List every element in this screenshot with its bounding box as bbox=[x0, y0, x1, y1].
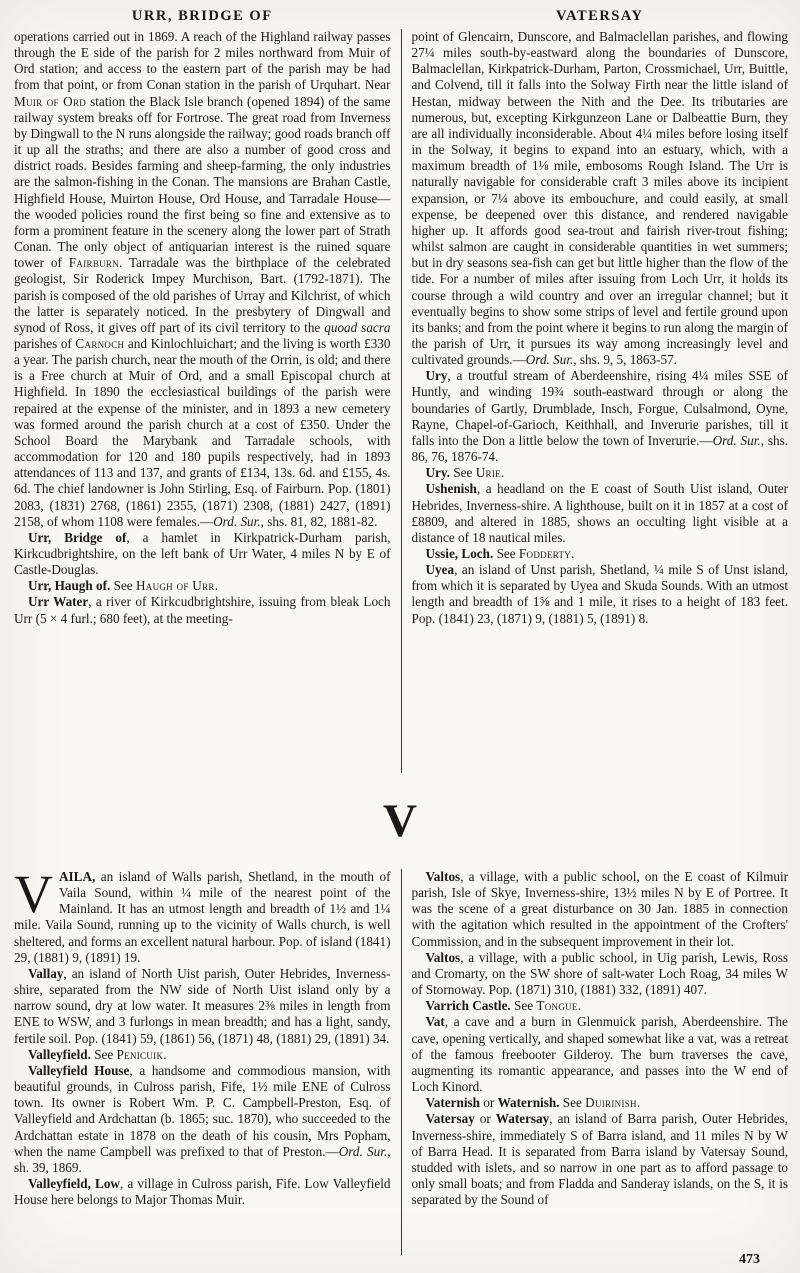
paragraph bbox=[412, 869, 789, 950]
text-segment: Ord. Sur. bbox=[338, 1143, 388, 1159]
text-segment: station the Black Isle branch (opened 1894) of the same railway system breaks off for Fortrose. The great road from Inverness by Dingwall to the N runs alongside the railway; good roads branch off it up all the straths; and there are also a number of good cross and district roads. Besides farming and sheep-farming, the only industries are the salmon-fishing in the Conan. The mansions are Brahan Castle, Highfield House, Muirton House, Ord House, and Tarradale House—the wooded policies round the first being so fine and extensive as to form a prominent feature in the scenery along the lower part of Strath Conan. The only object of antiquarian interest is the ruined square tower of bbox=[14, 93, 391, 271]
text-segment: Fairburn bbox=[68, 255, 120, 271]
column-right-top bbox=[412, 29, 789, 773]
column-left-bottom bbox=[14, 869, 391, 1255]
text-segment: Valleyfield House bbox=[28, 1062, 130, 1078]
running-head-right: VATERSAY bbox=[556, 8, 644, 24]
text-segment: . bbox=[500, 465, 505, 481]
text-segment: See bbox=[450, 465, 476, 481]
paragraph bbox=[412, 481, 789, 546]
paragraph bbox=[412, 1014, 789, 1095]
paragraph bbox=[14, 594, 391, 626]
text-segment: Ushenish bbox=[425, 481, 477, 497]
text-segment: Vatersay bbox=[425, 1111, 475, 1127]
column-right-bottom bbox=[412, 869, 789, 1255]
text-segment: Vat bbox=[425, 1014, 445, 1030]
text-segment: , a hamlet in Kirkpatrick-Durham parish, Kirkcudbrightshire, on the left bank of Urr Water, 4 miles N by E of Castle-Douglas. bbox=[14, 529, 391, 578]
paragraph bbox=[412, 368, 789, 465]
paragraph bbox=[412, 29, 789, 368]
text-segment: point of Glencairn, Dunscore, and Balmaclellan parishes, and flowing 27¼ miles south-by-eastward along the boundaries of Dunscore, Balmaclellan, Kirkpatrick-Durham, Parton, Crossmichael, Urr, Buittle, and Colvend, till it falls into the Solway Firth near the little island of Hestan, midway between the Nith and the Dee. Its tributaries are numerous, but, excepting Kirkgunzeon Lane or Dalbeattie Burn, they are all individually inconsiderable. About 4¼ miles before losing itself in the Solway, it begins to expand into an estuary, which, with a maximum breadth of 1⅛ mile, embosoms Rough Island. The Urr is naturally navigable for considerable craft 3 miles above its incipient expansion, or 7¼ above its embouchure, and could easily, at small expense, be deepened over this distance, and rendered navigable higher up. It affords good sea-trout and fairish river-trout fishing; whilst salmon are caught in considerable quantities in wet summers; but in dry seasons sea-fish can get but little higher than the flow of the tide. For a number of miles after issuing from Loch Urr, it holds its course through a wild country and over an irregular channel; but it eventually begins to show some strips of level and fertile ground upon its banks; and from the point where it begins to run along the margin of the parish of Urr, it pursues its way among increasingly level and cultivated grounds.— bbox=[411, 29, 788, 368]
text-segment: or bbox=[479, 1095, 498, 1111]
text-segment: Ury bbox=[425, 368, 448, 384]
text-segment: Urr, Bridge of bbox=[28, 529, 127, 545]
column-divider-bottom bbox=[401, 869, 402, 1255]
text-segment: Valtos bbox=[425, 949, 461, 965]
text-segment: Tongue bbox=[536, 998, 578, 1014]
paragraph bbox=[412, 1095, 789, 1111]
text-segment: , an island of Barra parish, Outer Hebrides, Inverness-shire, immediately S of Barra island, and 11 miles N by W of Barra Head. It is separated from Barra island by Vatersay Sound, studded with islets, and so narrow in one part as to afford passage to only small boats; and from Fladda and Sanderay islands, on the S, it is separated by the Sound of bbox=[411, 1111, 788, 1208]
paragraph bbox=[14, 578, 391, 594]
text-segment: and Kinlochluichart; and the living is worth £330 a year. The parish church, near the mouth of the Orrin, is old; and there is a Free church at Muir of Ord, and a small Episcopal church at Highfield. In 1890 the ecclesiastical buildings of the parish were repaired at the expense of the minister, and in 1893 a new cemetery was formed around the parish church at a cost of £350. Under the School Board the Marybank and Tarradale schools, with accommodation for 120 and 180 pupils respectively, had in 1893 attendances of 113 and 137, and grants of £134, 13s. 6d. and £155, 4s. 6d. The chief landowner is John Stirling, Esq. of Fairburn. Pop. (1801) 2083, (1831) 2768, (1861) 2355, (1871) 2308, (1881) 2427, (1891) 2158, of whom 1108 were females.— bbox=[14, 335, 391, 529]
text-segment: Ord. Sur. bbox=[712, 432, 761, 448]
text-segment: , shs. 86, 76, 1876-74. bbox=[411, 432, 788, 465]
text-segment: . Tarradale was the birthplace of the celebrated geologist, Sir Roderick Impey Murchison, Bart. (1792-1871). The parish is composed of the old parishes of Urray and Kilchrist, of which the latter is separately noticed. In the presbytery of Dingwall and synod of Ross, it gives off part of its civil territory to the bbox=[14, 255, 391, 335]
text-segment: or bbox=[474, 1111, 496, 1127]
paragraph bbox=[412, 465, 789, 481]
text-segment: , a headland on the E coast of South Uist island, Outer Hebrides, Inverness-shire. A lighthouse, built on it in 1857 at a cost of £8809, and altered in 1885, shows an occulting light visible at a distance of 18 nautical miles. bbox=[411, 481, 788, 545]
text-segment: , an island of North Uist parish, Outer Hebrides, Inverness-shire, separated from the NW side of North Uist island only by a narrow sound, dry at low water. It measures 2⅜ miles in length from ENE to WSW, and 3 furlongs in mean breadth; and has a light, sandy, fertile soil. Pop. (1841) 59, (1861) 56, (1871) 48, (1881) 29, (1891) 34. bbox=[14, 965, 391, 1046]
text-segment: , a village, with a public school, on the E coast of Kilmuir parish, Isle of Skye, Inverness-shire, 13½ miles N by E of Portree. It was the scene of a great disturbance on 30 Jan. 1885 in connection with the agitation which resulted in the appointment of the Crofters' Commission, and in the subsequent improvement in their lot. bbox=[411, 869, 788, 949]
paragraph bbox=[14, 869, 391, 966]
text-segment: Ord. Sur. bbox=[213, 513, 261, 529]
running-head-spacer bbox=[391, 8, 412, 25]
paragraph bbox=[412, 562, 789, 627]
section-u bbox=[0, 29, 800, 773]
text-segment: . bbox=[636, 1095, 641, 1111]
text-segment: , a village, with a public school, in Uig parish, Lewis, Ross and Cromarty, on the SW shore of salt-water Loch Roag, 34 miles W of Stornoway. Pop. (1871) 310, (1881) 332, (1891) 407. bbox=[411, 949, 788, 998]
text-segment: Urr Water bbox=[28, 594, 89, 610]
text-segment: , a cave and a burn in Glenmuick parish, Aberdeenshire. The cave, opening vertically, and shaped somewhat like a vat, was a retreat of the famous freebooter Gilderoy. The burn traverses the cave, augmenting its romantic appearance, and passes into the W end of Loch Kinord. bbox=[411, 1014, 788, 1095]
paragraph bbox=[14, 530, 391, 578]
section-v bbox=[0, 869, 800, 1255]
paragraph bbox=[412, 546, 789, 562]
text-segment: Urr, Haugh of. bbox=[28, 578, 111, 594]
running-head-left: URR, BRIDGE OF bbox=[131, 8, 273, 24]
text-segment: Ord. Sur. bbox=[525, 352, 574, 368]
paragraph bbox=[14, 1047, 391, 1063]
text-segment: Varrich Castle. bbox=[425, 998, 511, 1014]
text-segment: , a troutful stream of Aberdeenshire, rising 4¼ miles SSE of Huntly, and winding 19¾ south-eastward through or along the boundaries of Gartly, Drumblade, Insch, Forgue, Culsalmond, Oyne, Rayne, Chapel-of-Garioch, Keithhall, and Inverurie parishes, till it falls into the Don a little below the town of Inverurie.— bbox=[411, 368, 788, 448]
text-segment: . bbox=[214, 578, 218, 594]
paragraph bbox=[14, 966, 391, 1047]
text-segment: Waternish. bbox=[497, 1095, 560, 1111]
text-segment: Vaternish bbox=[425, 1095, 480, 1111]
text-segment: Carnoch bbox=[75, 335, 125, 351]
text-segment: See bbox=[510, 998, 537, 1014]
text-segment: an island of Walls parish, Shetland, in the mouth of Vaila Sound, within ¼ mile of the nearest point of the Mainland. It has an utmost length and breadth of 1½ and 1¼ mile. Vaila Sound, running up to the vicinity of Walls church, is well sheltered, and forms an excellent natural harbour. Pop. of island (1841) 29, (1881) 9, (1891) 19. bbox=[14, 869, 391, 965]
paragraph bbox=[412, 1111, 789, 1208]
text-segment: , a village in Culross parish, Fife. Low Valleyfield House here belongs to Major Thomas Muir. bbox=[14, 1175, 391, 1208]
text-segment: See bbox=[493, 546, 519, 561]
text-segment: Penicuik bbox=[116, 1046, 164, 1062]
text-segment: parishes of bbox=[14, 335, 76, 351]
text-segment: Ury. bbox=[425, 465, 451, 481]
text-segment: , a handsome and commodious mansion, with beautiful grounds, in Culross parish, Fife, 1½ mile ENE of Culross town. Its owner is Robert Wm. P. C. Campbell-Preston, Esq. of Valleyfield and Ardchattan (b. 1865; suc. 1870), who succeeded to the Ardchattan estate in 1878 on the death of his cousin, Mrs Popham, when the name Campbell was prefixed to that of Preston.— bbox=[14, 1062, 391, 1159]
paragraph bbox=[412, 950, 789, 998]
text-segment: . bbox=[577, 998, 582, 1014]
running-heads bbox=[0, 0, 800, 27]
text-segment: See bbox=[110, 578, 136, 594]
text-segment: AILA, bbox=[59, 869, 96, 884]
section-letter: V bbox=[383, 795, 417, 847]
text-segment: Valleyfield, Low bbox=[28, 1175, 120, 1191]
paragraph bbox=[14, 1063, 391, 1176]
text-segment: Urie bbox=[475, 465, 501, 481]
column-divider-top bbox=[401, 29, 402, 773]
text-segment: See bbox=[559, 1095, 586, 1111]
text-segment: operations carried out in 1869. A reach of the Highland railway passes through the E side of the parish for 2 miles northward from Muir of Ord station; and access to the eastern part of the parish may be had from that point, or from Conan station in the parish of Urquhart. Near bbox=[14, 29, 391, 93]
text-segment: Watersay bbox=[495, 1111, 550, 1127]
text-segment: Fodderty bbox=[518, 546, 572, 561]
text-segment: Valtos bbox=[425, 869, 461, 884]
text-segment: See bbox=[90, 1046, 117, 1062]
text-segment: Haugh of Urr bbox=[135, 578, 215, 594]
text-segment: Muir of Ord bbox=[14, 93, 87, 109]
text-segment: Uyea bbox=[425, 562, 455, 578]
paragraph bbox=[412, 998, 789, 1014]
page-number: 473 bbox=[739, 1252, 760, 1267]
text-segment: Duirinish bbox=[585, 1095, 637, 1111]
text-segment: Ussie, Loch. bbox=[425, 546, 494, 561]
drop-cap: V bbox=[14, 869, 53, 924]
text-segment: , a river of Kirkcudbrightshire, issuing from bleak Loch Urr (5 × 4 furl.; 680 feet), at the meeting- bbox=[14, 594, 391, 626]
column-left-top bbox=[14, 29, 391, 773]
text-segment: , shs. 9, 5, 1863-57. bbox=[573, 352, 677, 368]
text-segment: , shs. 81, 82, 1881-82. bbox=[260, 513, 378, 529]
text-segment: quoad sacra bbox=[324, 319, 391, 335]
text-segment: , an island of Unst parish, Shetland, ¼ mile S of Unst island, from which it is separated by Uyea and Skuda Sounds. With an utmost length and breadth of 1⅝ and 1 mile, it rises to a height of 183 feet. Pop. (1841) 23, (1871) 9, (1881) 5, (1891) 8. bbox=[411, 562, 788, 626]
text-segment: Valleyfield. bbox=[28, 1046, 91, 1062]
paragraph bbox=[14, 29, 391, 530]
paragraph bbox=[14, 1176, 391, 1208]
text-segment: Vallay bbox=[28, 965, 64, 981]
text-segment: . bbox=[571, 546, 575, 561]
text-segment: , sh. 39, 1869. bbox=[14, 1143, 391, 1175]
text-segment: . bbox=[163, 1046, 167, 1062]
